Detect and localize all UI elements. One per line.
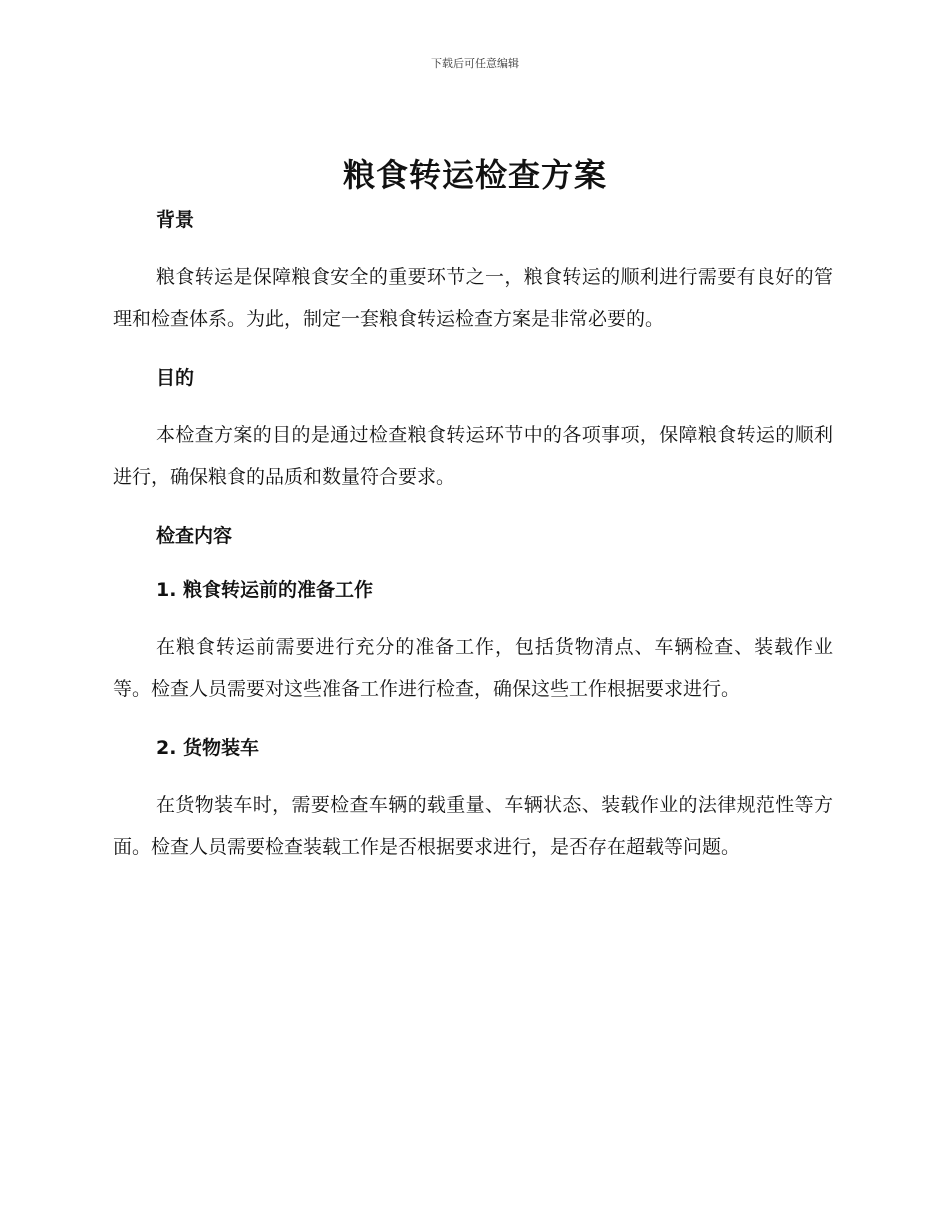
document-body: [113, 204, 833, 868]
paragraph-background: 粮食转运是保障粮食安全的重要环节之一，粮食转运的顺利进行需要有良好的管理和检查体系。为此，制定一套粮食转运检查方案是非常必要的。: [113, 266, 833, 330]
paragraph-item-1: 在粮食转运前需要进行充分的准备工作，包括货物清点、车辆检查、装载作业等。检查人员需要对这些准备工作进行检查，确保这些工作根据要求进行。: [113, 636, 833, 700]
heading-item-2: 2. 货物装车: [156, 737, 260, 759]
header-note: 下载后可任意编辑: [431, 57, 519, 70]
document-title: 粮食转运检查方案: [342, 156, 607, 194]
heading-purpose: 目的: [156, 367, 195, 389]
paragraph-item-2: 在货物装车时，需要检查车辆的载重量、车辆状态、装载作业的法律规范性等方面。检查人员需要检查装载工作是否根据要求进行，是否存在超载等问题。: [113, 794, 833, 858]
heading-check-content: 检查内容: [156, 525, 233, 547]
heading-item-1: 1. 粮食转运前的准备工作: [156, 579, 374, 601]
heading-background: 背景: [156, 209, 195, 231]
paragraph-purpose: 本检查方案的目的是通过检查粮食转运环节中的各项事项，保障粮食转运的顺利进行，确保粮食的品质和数量符合要求。: [113, 424, 833, 488]
